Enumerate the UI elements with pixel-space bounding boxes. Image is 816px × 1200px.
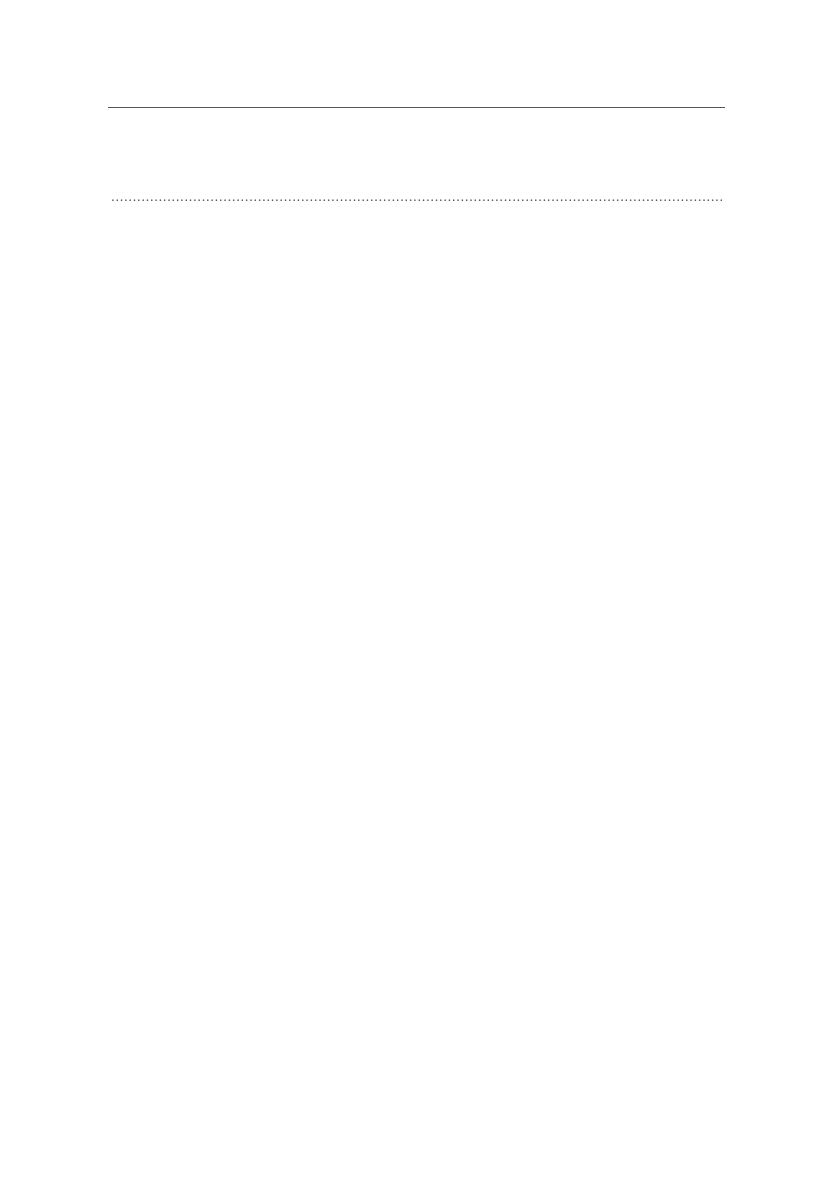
section-heading[interactable] <box>108 182 725 213</box>
header-rule <box>108 107 725 108</box>
table-of-contents <box>108 140 725 221</box>
dot-leader <box>111 182 722 213</box>
